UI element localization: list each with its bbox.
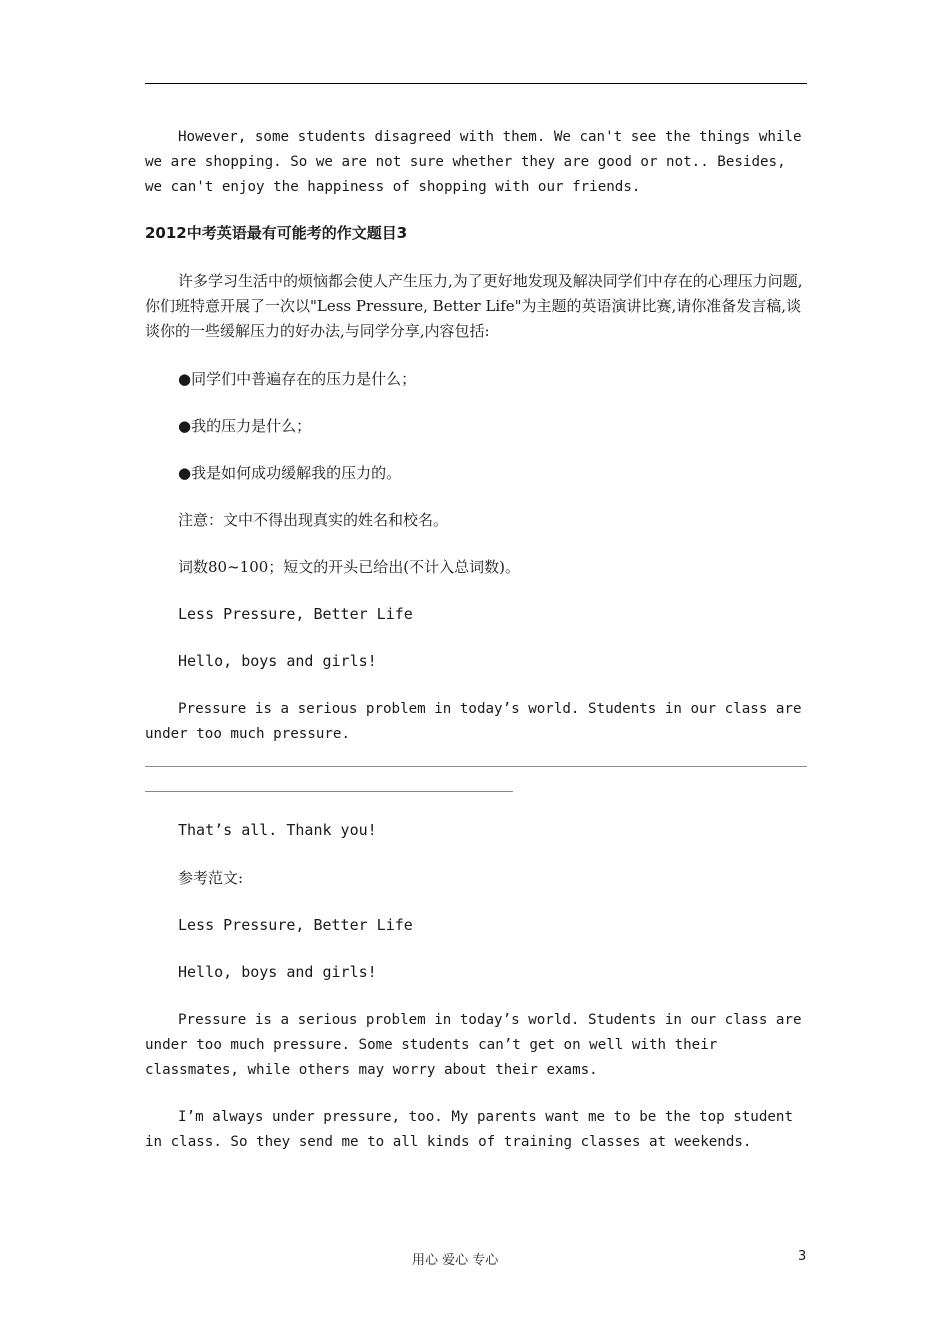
answer-blank-line-2	[145, 791, 513, 792]
page-number: 3	[798, 1249, 807, 1264]
essay-greeting: Hello, boys and girls!	[178, 652, 377, 670]
note-line: 注意：文中不得出现真实的姓名和校名。	[178, 511, 449, 529]
essay-title: Less Pressure, Better Life	[178, 605, 413, 623]
word-count-line: 词数80~100；短文的开头已给出(不计入总词数)。	[178, 558, 520, 576]
essay-start-paragraph: Pressure is a serious problem in today’s world. Students in our class are under too much pressure.	[145, 701, 802, 742]
sample-paragraph-1: Pressure is a serious problem in today’s world. Students in our class are under too much pressure. Some students can’t get on well with their classmates, while others may worry about their exams.	[145, 1012, 802, 1078]
paragraph-disagree: However, some students disagreed with them. We can't see the things while we are shopping. So we are not sure whether they are good or not.. Besides, we can't enjoy the happiness of shopping with our friends.	[145, 129, 802, 195]
footer-motto: 用心 爱心 专心	[412, 1253, 499, 1268]
header-rule	[145, 83, 807, 84]
answer-blank-line-1	[145, 766, 807, 767]
sample-title: Less Pressure, Better Life	[178, 916, 413, 934]
task-intro: 许多学习生活中的烦恼都会使人产生压力,为了更好地发现及解决同学们中存在的心理压力问题,你们班特意开展了一次以"Less Pressure, Better Life"为主题的英语演讲比赛,请你准备发言稿,谈谈你的一些缓解压力的好办法,与同学分享,内容包括:	[145, 272, 803, 340]
sample-greeting: Hello, boys and girls!	[178, 963, 377, 981]
sample-label: 参考范文:	[178, 869, 244, 887]
bullet-item-1: ●同学们中普遍存在的压力是什么；	[178, 370, 417, 388]
section-heading: 2012中考英语最有可能考的作文题目3	[145, 224, 408, 242]
sample-paragraph-2: I’m always under pressure, too. My parents want me to be the top student in class. So they send me to all kinds of training classes at weekends.	[145, 1109, 793, 1150]
essay-closing: That’s all. Thank you!	[178, 821, 377, 839]
bullet-item-2: ●我的压力是什么；	[178, 417, 312, 435]
bullet-item-3: ●我是如何成功缓解我的压力的。	[178, 464, 402, 482]
